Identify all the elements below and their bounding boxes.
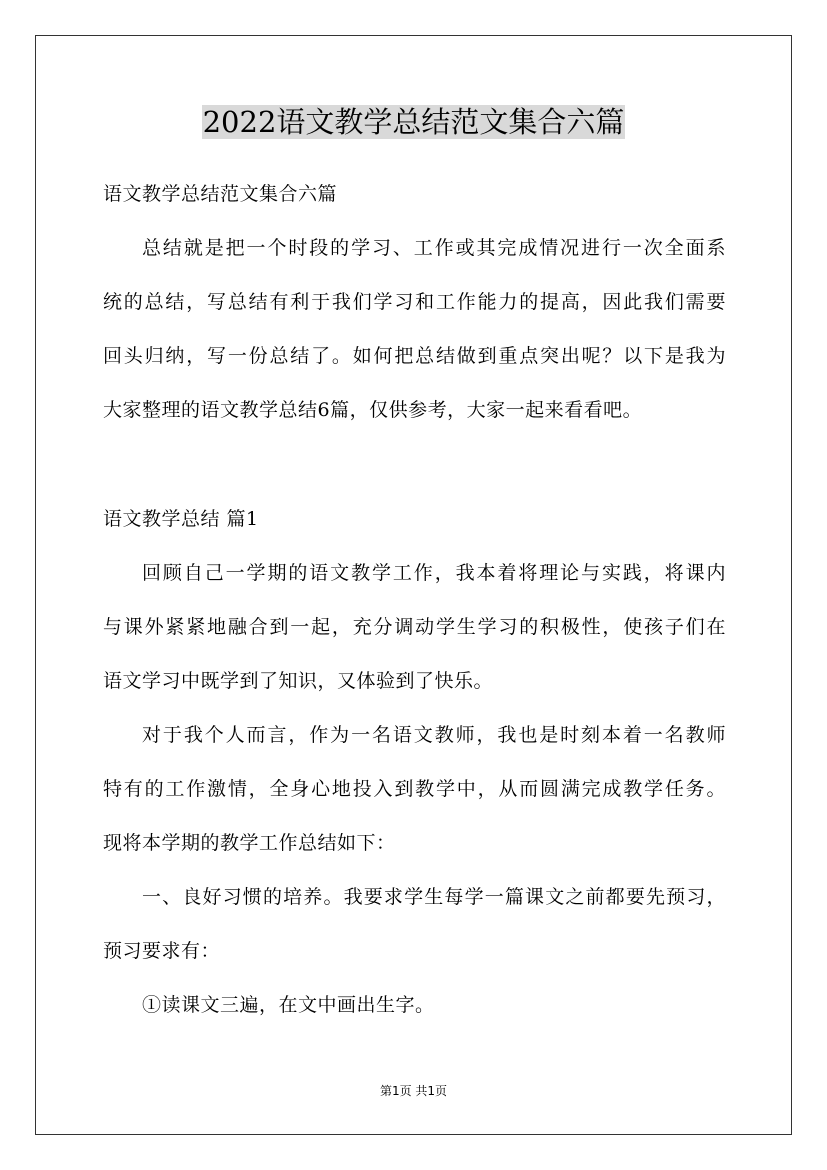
section-heading: 语文教学总结 篇1	[103, 508, 259, 530]
paragraph-line: 现将本学期的教学工作总结如下：	[103, 832, 396, 854]
document-title-text: 2022语文教学总结范文集合六篇	[202, 105, 625, 139]
page-footer: 第1页 共1页	[379, 1084, 448, 1098]
paragraph-line: 回顾自己一学期的语文教学工作，我本着将理论与实践，将课内	[142, 562, 726, 584]
document-title	[0, 100, 827, 144]
paragraph-line: 预习要求有：	[103, 940, 221, 962]
paragraph-line: 特有的工作激情，全身心地投入到教学中，从而圆满完成教学任务。	[103, 778, 726, 800]
paragraph-line: 大家整理的语文教学总结6篇，仅供参考，大家一起来看看吧。	[103, 399, 643, 421]
paragraph-line: ①读课文三遍，在文中画出生字。	[142, 994, 435, 1016]
paragraph-line: 总结就是把一个时段的学习、工作或其完成情况进行一次全面系	[142, 237, 726, 259]
paragraph-line: 语文学习中既学到了知识，又体验到了快乐。	[103, 670, 494, 692]
document-subtitle: 语文教学总结范文集合六篇	[103, 183, 338, 205]
paragraph-line: 回头归纳，写一份总结了。如何把总结做到重点突出呢？以下是我为	[103, 345, 726, 367]
paragraph-line: 对于我个人而言，作为一名语文教师，我也是时刻本着一名教师	[142, 724, 726, 746]
paragraph-line: 与课外紧紧地融合到一起，充分调动学生学习的积极性，使孩子们在	[103, 616, 726, 638]
paragraph-line: 统的总结，写总结有利于我们学习和工作能力的提高，因此我们需要	[103, 291, 726, 313]
paragraph-line: 一、良好习惯的培养。我要求学生每学一篇课文之前都要先预习，	[142, 886, 726, 908]
